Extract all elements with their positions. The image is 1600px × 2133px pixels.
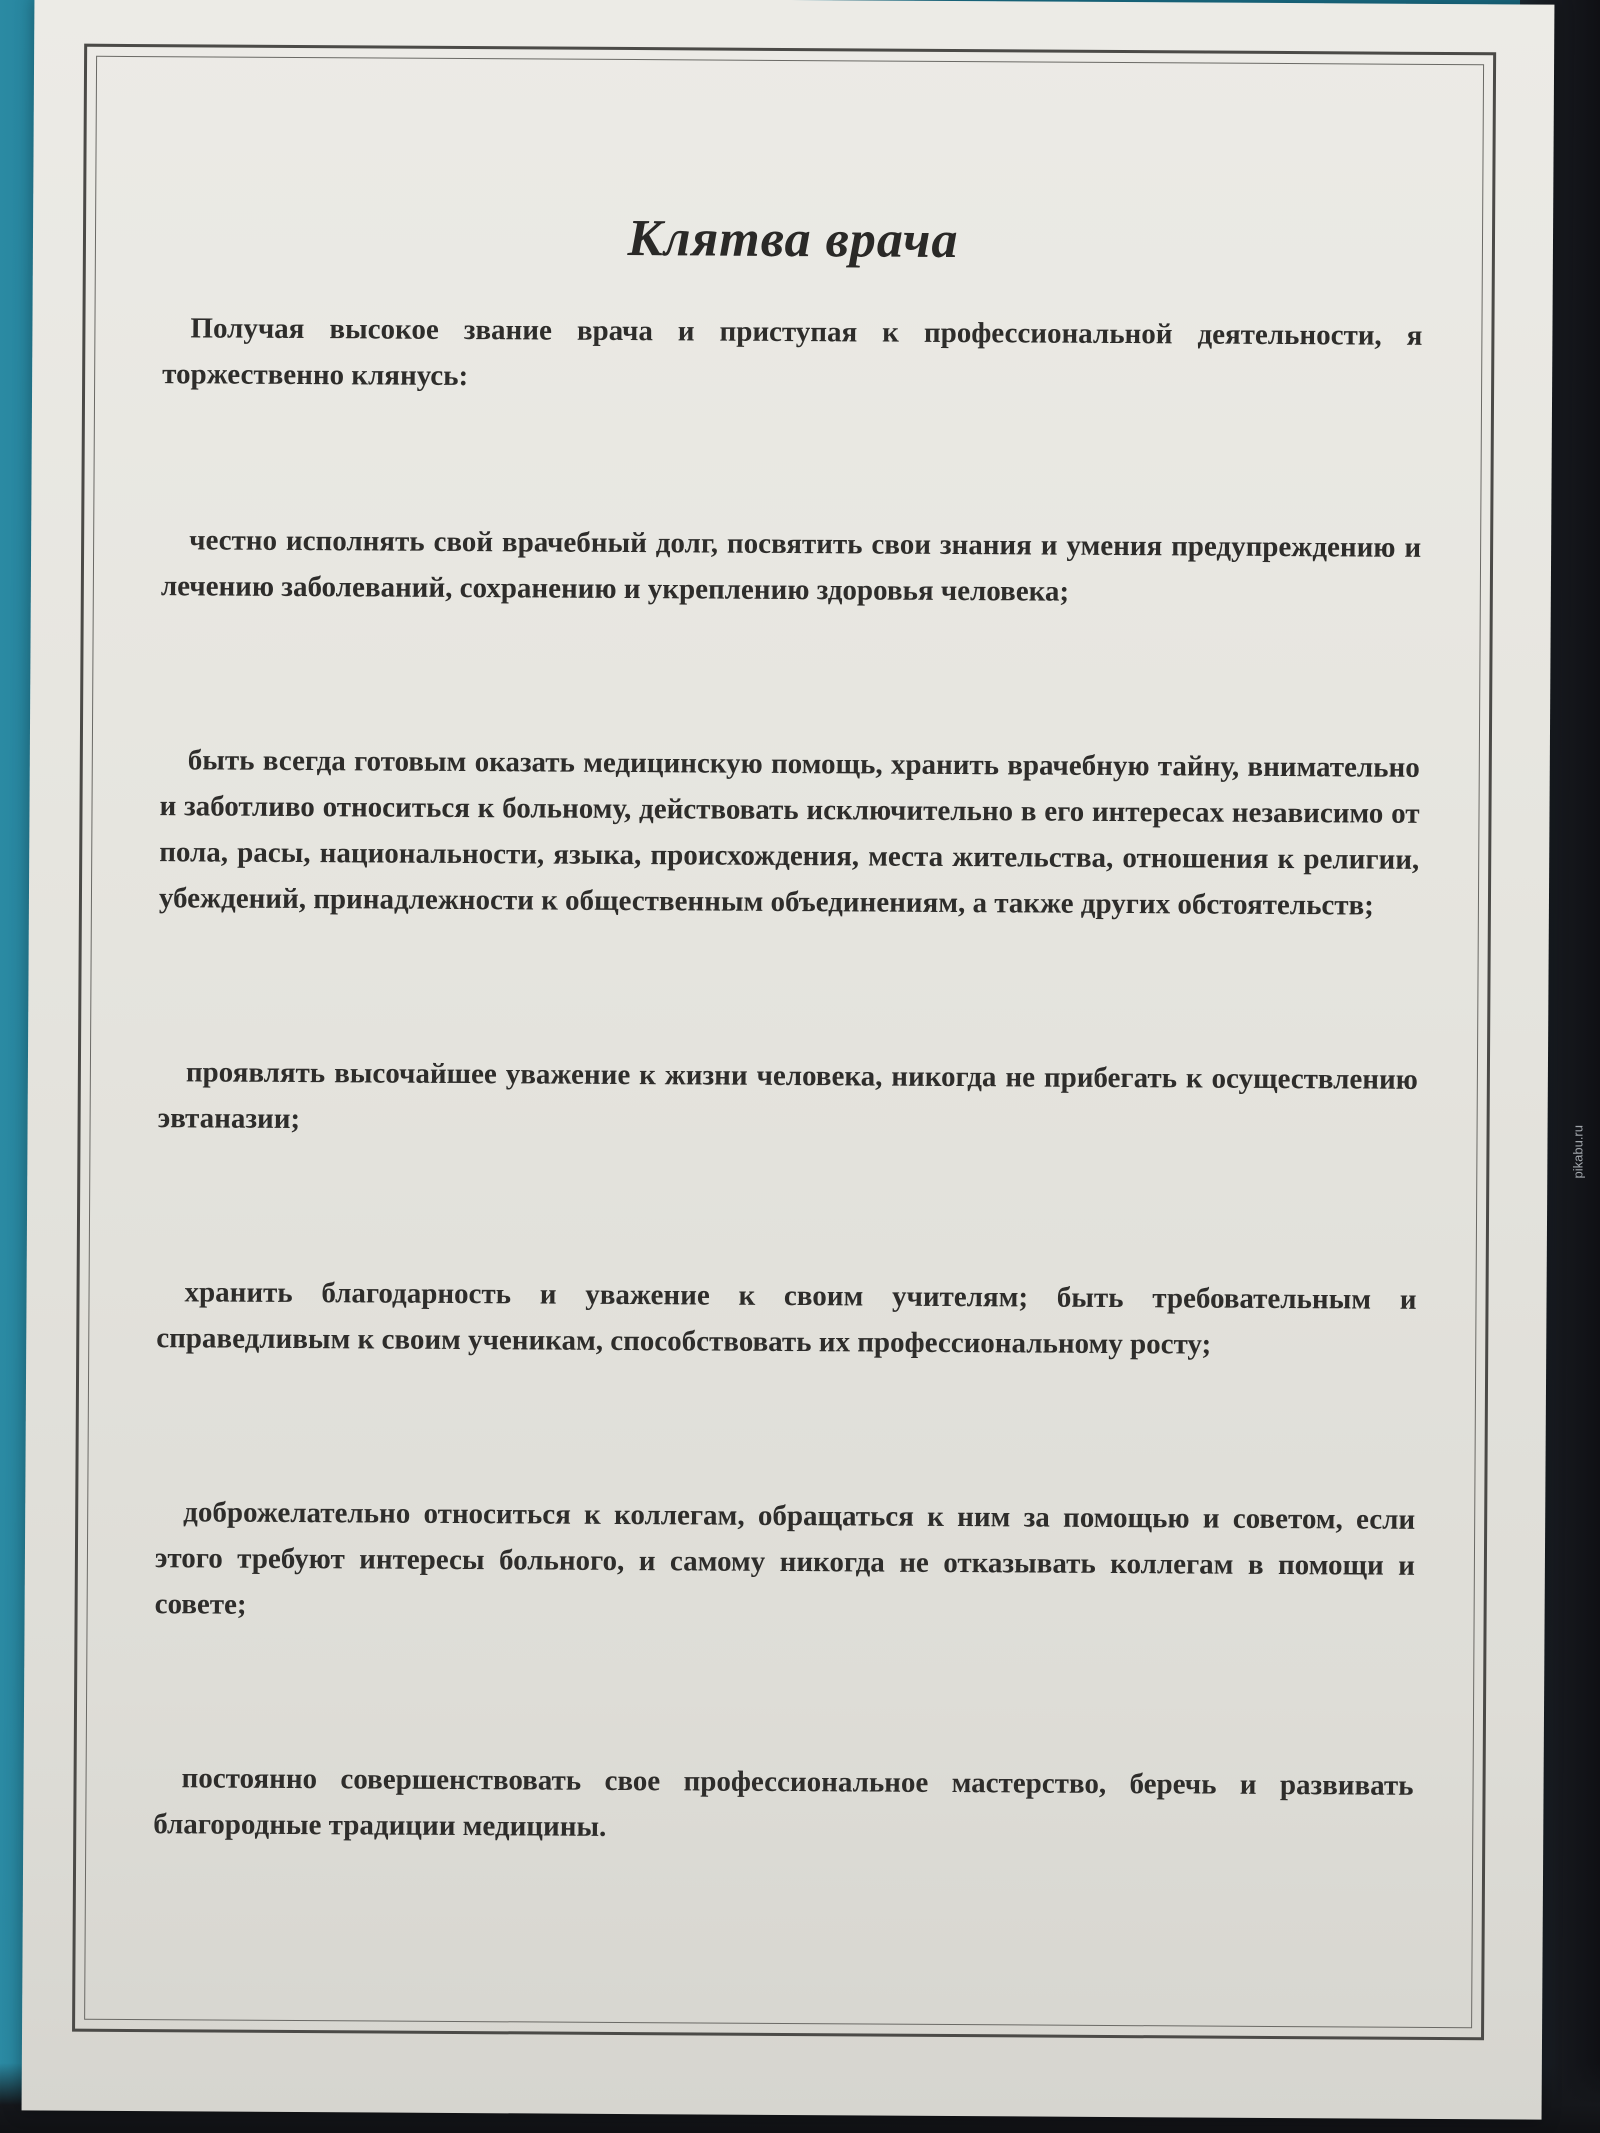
paper-sheet <box>22 0 1555 2120</box>
oath-title: Клятва врача <box>627 210 959 270</box>
oath-clause-6: постоянно совершенствовать свое профессиональное мастерство, беречь и развивать благородные традиции медицины. <box>153 1762 1414 1843</box>
oath-clause-2: быть всегда готовым оказать медицинскую помощь, хранить врачебную тайну, внимательно и заботливо относиться к больному, действовать исключительно в его интересах независимо от пола, расы, национальности, языка, происхождения, места жительства, отношения к религии, убеждений, принадлежности к общественным объединениям, а также других обстоятельств; <box>158 744 1420 922</box>
oath-clause-1: честно исполнять свой врачебный долг, посвятить свои знания и умения предупреждению и лечению заболеваний, сохранению и укреплению здоровья человека; <box>160 524 1422 608</box>
oath-clause-4: хранить благодарность и уважение к своим учителям; быть требовательным и справедливым к своим ученикам, способствовать их профессиональному росту; <box>156 1276 1417 1361</box>
oath-intro: Получая высокое звание врача и приступая к профессиональной деятельности, я торжественно клянусь: <box>162 312 1423 393</box>
oath-clause-3: проявлять высочайшее уважение к жизни человека, никогда не прибегать к осуществлению эвтаназии; <box>157 1056 1418 1136</box>
oath-clause-5: доброжелательно относиться к коллегам, обращаться к ним за помощью и советом, если этого требуют интересы больного, и самому никогда не отказывать коллегам в помощи и совете; <box>154 1496 1416 1621</box>
oath-content <box>153 206 1423 1855</box>
watermark: pikabu.ru <box>1570 1125 1585 1179</box>
